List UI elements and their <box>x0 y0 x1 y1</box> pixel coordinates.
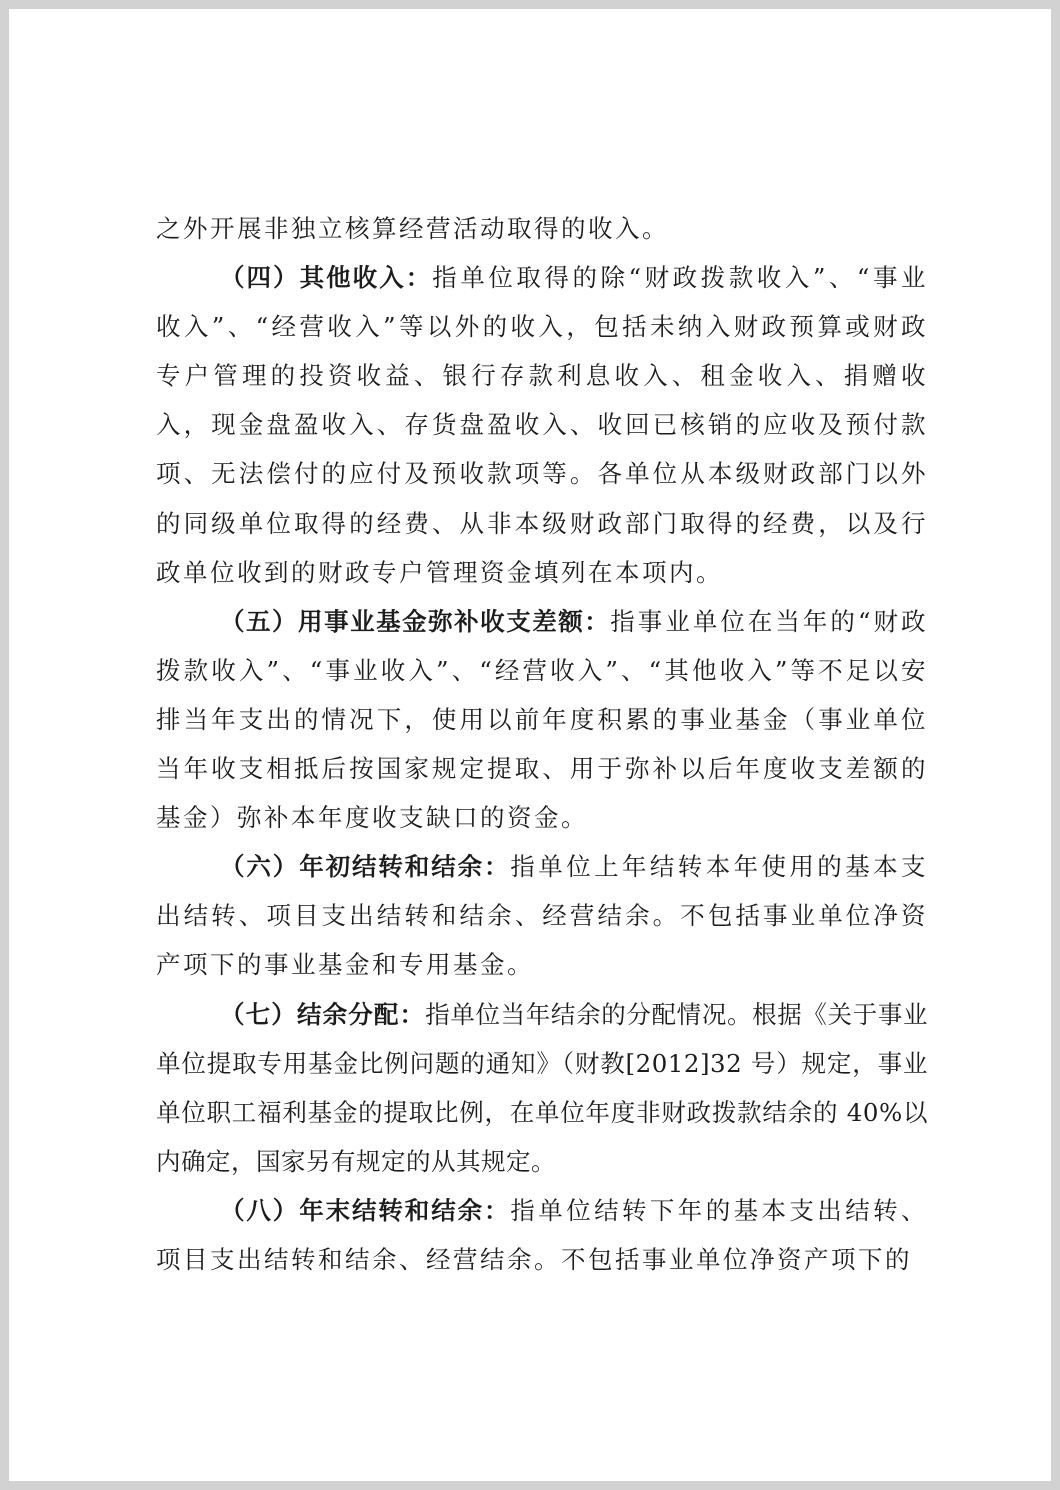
term-other-income: （四）其他收入： <box>220 263 433 293</box>
paragraph-text: 指单位取得的除“财政拨款收入”、“事业收入”、“经营收入”等以外的收入，包括未纳入财政预算或财政专户管理的投资收益、银行存款利息收入、租金收入、捐赠收入，现金盘盈收入、存货盘盈收入、收回已核销的应收及预付款项、无法偿付的应付及预收款项等。各单位从本级财政部门以外的同级单位取得的经费、从非本级财政部门取得的经费，以及行政单位收到的财政专户管理资金填列在本项内。 <box>156 263 929 587</box>
paragraph-opening-balance <box>156 842 928 989</box>
page-body <box>156 204 928 1284</box>
paragraph-text: 指单位当年结余的分配情况。根据《关于事业单位提取专用基金比例问题的通知》（财教[2012]32 号）规定，事业单位职工福利基金的提取比例，在单位年度非财政拨款结余的 40%以内确定，国家另有规定的从其规定。 <box>156 999 929 1176</box>
paragraph-text: 指单位结转下年的基本支出结转、项目支出结转和结余、经营结余。不包括事业单位净资产项下的 <box>156 1195 929 1274</box>
paragraph-closing-balance <box>156 1186 928 1284</box>
paragraph-text: 之外开展非独立核算经营活动取得的收入。 <box>156 214 669 243</box>
paragraph-fund-offset <box>156 597 928 842</box>
term-surplus-distribution: （七）结余分配： <box>220 999 426 1029</box>
term-opening-balance: （六）年初结转和结余： <box>220 852 511 882</box>
paragraph-surplus-distribution <box>156 990 928 1186</box>
term-closing-balance: （八）年末结转和结余： <box>220 1195 511 1225</box>
paragraph-continuation <box>156 204 928 253</box>
paragraph-other-income <box>156 253 928 597</box>
paragraph-text: 指单位上年结转本年使用的基本支出结转、项目支出结转和结余、经营结余。不包括事业单位净资产项下的事业基金和专用基金。 <box>156 852 929 980</box>
term-fund-offset: （五）用事业基金弥补收支差额： <box>220 606 611 636</box>
paragraph-text: 指事业单位在当年的“财政拨款收入”、“事业收入”、“经营收入”、“其他收入”等不足以安排当年支出的情况下，使用以前年度积累的事业基金（事业单位当年收支相抵后按国家规定提取、用于弥补以后年度收支差额的基金）弥补本年度收支缺口的资金。 <box>156 606 929 833</box>
